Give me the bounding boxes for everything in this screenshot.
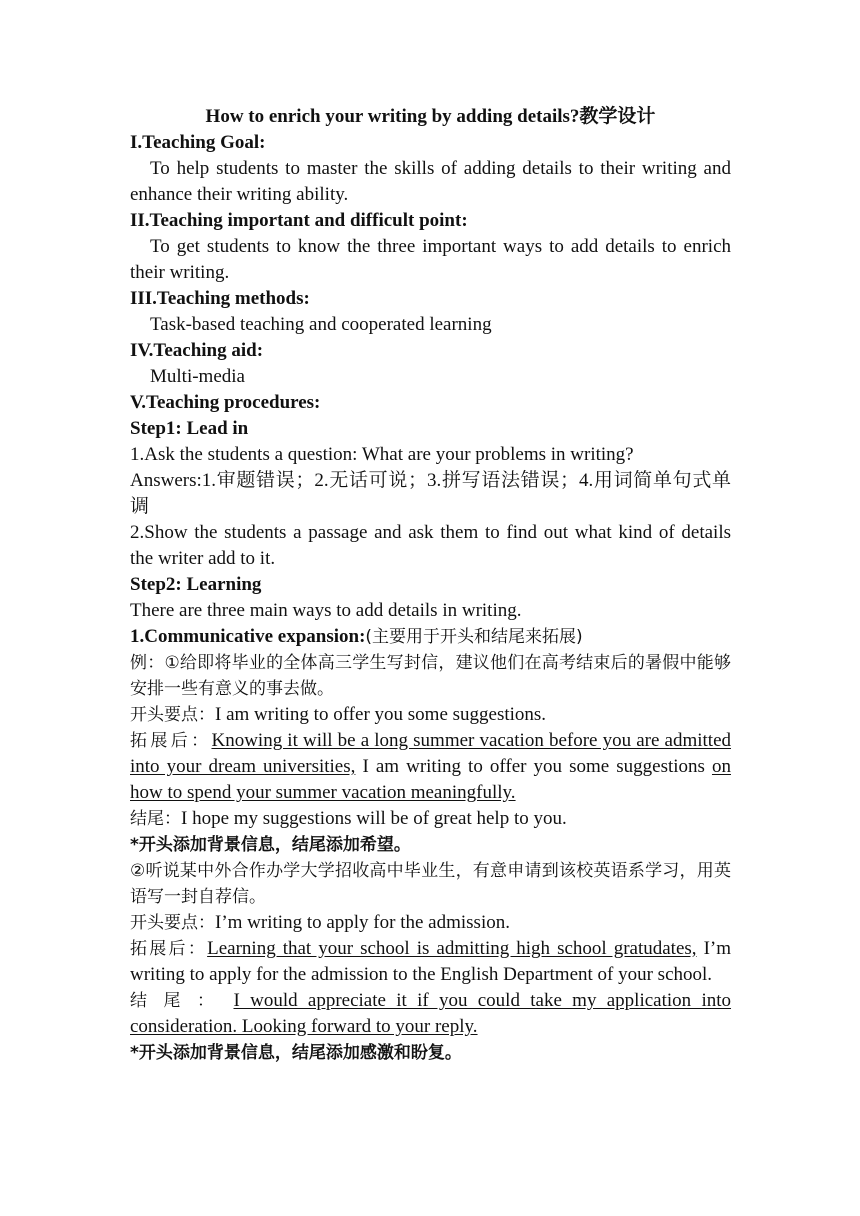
methods-text: Task-based teaching and cooperated learning [150,314,492,335]
example1-prompt: 例：①给即将毕业的全体高三学生写封信，建议他们在高考结束后的暑假中能够安排一些有意义的事去做。 [130,653,731,699]
step1-heading: Step1: Lead in [130,418,249,439]
example1-opening-label: 开头要点： [130,705,215,725]
sub1-note: (主要用于开头和结尾来拓展) [365,627,583,647]
example2-tip: *开头添加背景信息，结尾添加感激和盼复。 [130,1043,462,1063]
example1-opening [130,702,731,728]
step1-item2: 2.Show the students a passage and ask them to find out what kind of details the writer add to it. [130,522,731,569]
step2-intro: There are three main ways to add details in writing. [130,600,522,621]
example1-expanded-underline-2: on how to spend your summer vacation meaningfully. [130,756,731,803]
goal-text: To help students to master the skills of adding details to their writing and enhance their writing ability. [130,158,731,205]
sub1-heading-line [130,624,731,650]
example1-ending-label: 结尾： [130,809,181,829]
step1-answers: Answers:1.审题错误；2.无话可说；3.拼写语法错误；4.用词简单句式单调 [130,470,731,517]
document-title: How to enrich your writing by adding details?教学设计 [205,106,656,127]
example1-expanded-middle: I am writing to offer you some suggestions [355,756,712,777]
example2-expanded-rest: I’m writing to apply for the admission to the English Department of your school. [130,938,732,985]
important-point-text: To get students to know the three important ways to add details to enrich their writing. [130,236,731,283]
step1-item1: 1.Ask the students a question: What are your problems in writing? [130,444,634,465]
example2-expanded [130,936,731,988]
example2-ending-label: 结 尾 ： [130,991,220,1011]
example2-expanded-underline: Learning that your school is admitting high school gratudates, [207,938,697,959]
example1-ending [130,806,731,832]
section-heading-important-point: II.Teaching important and difficult point: [130,210,468,231]
document-page [130,104,731,1066]
example2-ending [130,988,731,1040]
section-heading-aid: IV.Teaching aid: [130,340,264,361]
example1-tip: *开头添加背景信息，结尾添加希望。 [130,835,411,855]
example2-opening-text: I’m writing to apply for the admission. [215,912,510,933]
example1-expanded-underline-1: Knowing it will be a long summer vacation before you are admitted into your dream universities, [130,730,731,777]
section-heading-methods: III.Teaching methods: [130,288,310,309]
example2-opening [130,910,731,936]
step2-heading: Step2: Learning [130,574,262,595]
example1-opening-text: I am writing to offer you some suggestions. [215,704,547,725]
aid-text: Multi-media [150,366,245,387]
example2-opening-label: 开头要点： [130,913,215,933]
example1-expanded [130,728,731,806]
example2-expanded-label: 拓展后： [130,939,208,959]
example1-expanded-label: 拓展后： [130,731,212,751]
example1-ending-text: I hope my suggestions will be of great help to you. [181,808,567,829]
section-heading-goal: I.Teaching Goal: [130,132,266,153]
sub1-heading: 1.Communicative expansion: [130,626,366,647]
section-heading-procedures: V.Teaching procedures: [130,392,321,413]
example2-ending-underline: I would appreciate it if you could take my application into consideration. Looking forward to your reply. [130,990,732,1037]
example2-prompt: ②听说某中外合作办学大学招收高中毕业生，有意申请到该校英语系学习，用英语写一封自荐信。 [130,861,731,907]
